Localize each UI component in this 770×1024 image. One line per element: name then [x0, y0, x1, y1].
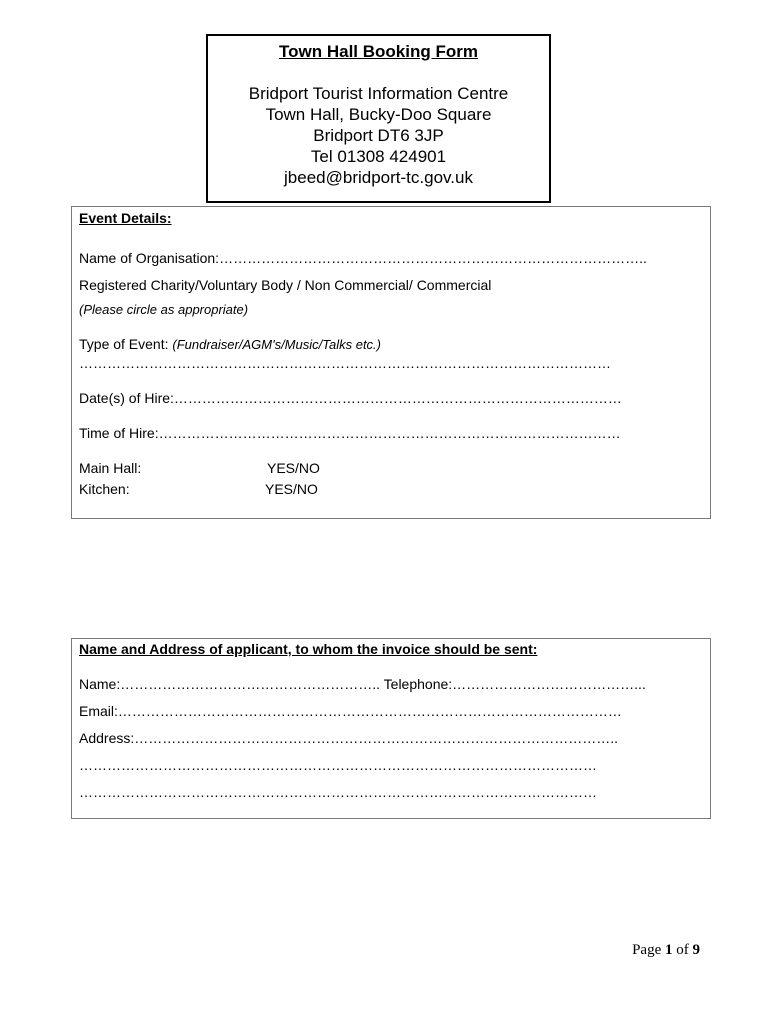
header-address: [208, 83, 549, 188]
applicant-title: Name and Address of applicant, to whom the invoice should be sent:: [79, 641, 538, 657]
applicant-section: [71, 638, 711, 819]
email-dots: ………………………………………………………………………………………………: [117, 703, 622, 719]
event-type-field[interactable]: [79, 335, 381, 354]
email-line: jbeed@bridport-tc.gov.uk: [284, 168, 473, 187]
event-details-section: [71, 206, 711, 519]
email-field[interactable]: [79, 702, 622, 720]
postcode-line: Bridport DT6 3JP: [313, 126, 444, 145]
main-hall-label: Main Hall:: [79, 460, 142, 476]
of-word: of: [676, 942, 689, 958]
time-dots: ………………………………………………………………………………………: [158, 425, 621, 441]
address-line-3[interactable]: …………………………………………………………………………………………………: [79, 784, 597, 800]
address-dots: …………………………………………………………………………………………..: [134, 730, 619, 746]
dates-dots: ……………………………………………………………………………………: [173, 390, 622, 406]
kitchen-label: Kitchen:: [79, 481, 130, 497]
page-word: Page: [632, 942, 662, 958]
email-label: Email:: [79, 703, 118, 719]
kitchen-yes-no[interactable]: YES/NO: [265, 481, 318, 497]
dates-of-hire-field[interactable]: [79, 389, 622, 407]
organisation-name: Bridport Tourist Information Centre: [248, 84, 509, 103]
organisation-field[interactable]: [79, 249, 647, 267]
circle-note: (Please circle as appropriate): [79, 302, 249, 317]
dates-label: Date(s) of Hire:: [79, 390, 174, 406]
event-type-note: (Fundraiser/AGM's/Music/Talks etc.): [172, 337, 381, 352]
name-telephone-row: [79, 675, 646, 693]
address-line: Town Hall, Bucky-Doo Square: [265, 105, 492, 124]
address-field[interactable]: [79, 729, 618, 747]
telephone-label: Telephone:: [383, 676, 453, 692]
main-hall-yes-no[interactable]: YES/NO: [267, 460, 320, 476]
form-title: Town Hall Booking Form: [279, 42, 478, 61]
event-type-label: Type of Event:: [79, 336, 169, 352]
time-of-hire-field[interactable]: [79, 424, 621, 442]
event-details-title: Event Details:: [79, 210, 172, 226]
organisation-dots: ………………………………………………………………………………..: [219, 250, 647, 266]
total-pages: 9: [692, 942, 700, 958]
time-label: Time of Hire:: [79, 425, 159, 441]
organisation-label: Name of Organisation:: [79, 250, 220, 266]
telephone-line: Tel 01308 424901: [310, 147, 447, 166]
body-type-options[interactable]: Registered Charity/Voluntary Body / Non Commercial/ Commercial: [79, 277, 492, 293]
name-dots[interactable]: ………………………………………………..: [120, 676, 384, 692]
name-label: Name:: [79, 676, 121, 692]
address-line-2[interactable]: …………………………………………………………………………………………………: [79, 757, 597, 773]
telephone-dots[interactable]: …………………………………...: [452, 676, 646, 692]
current-page: 1: [665, 942, 673, 958]
address-label: Address:: [79, 730, 135, 746]
event-type-dots[interactable]: ……………………………………………………………………………………………………: [79, 355, 611, 371]
header-box: [206, 34, 551, 203]
page-number: [632, 942, 700, 959]
